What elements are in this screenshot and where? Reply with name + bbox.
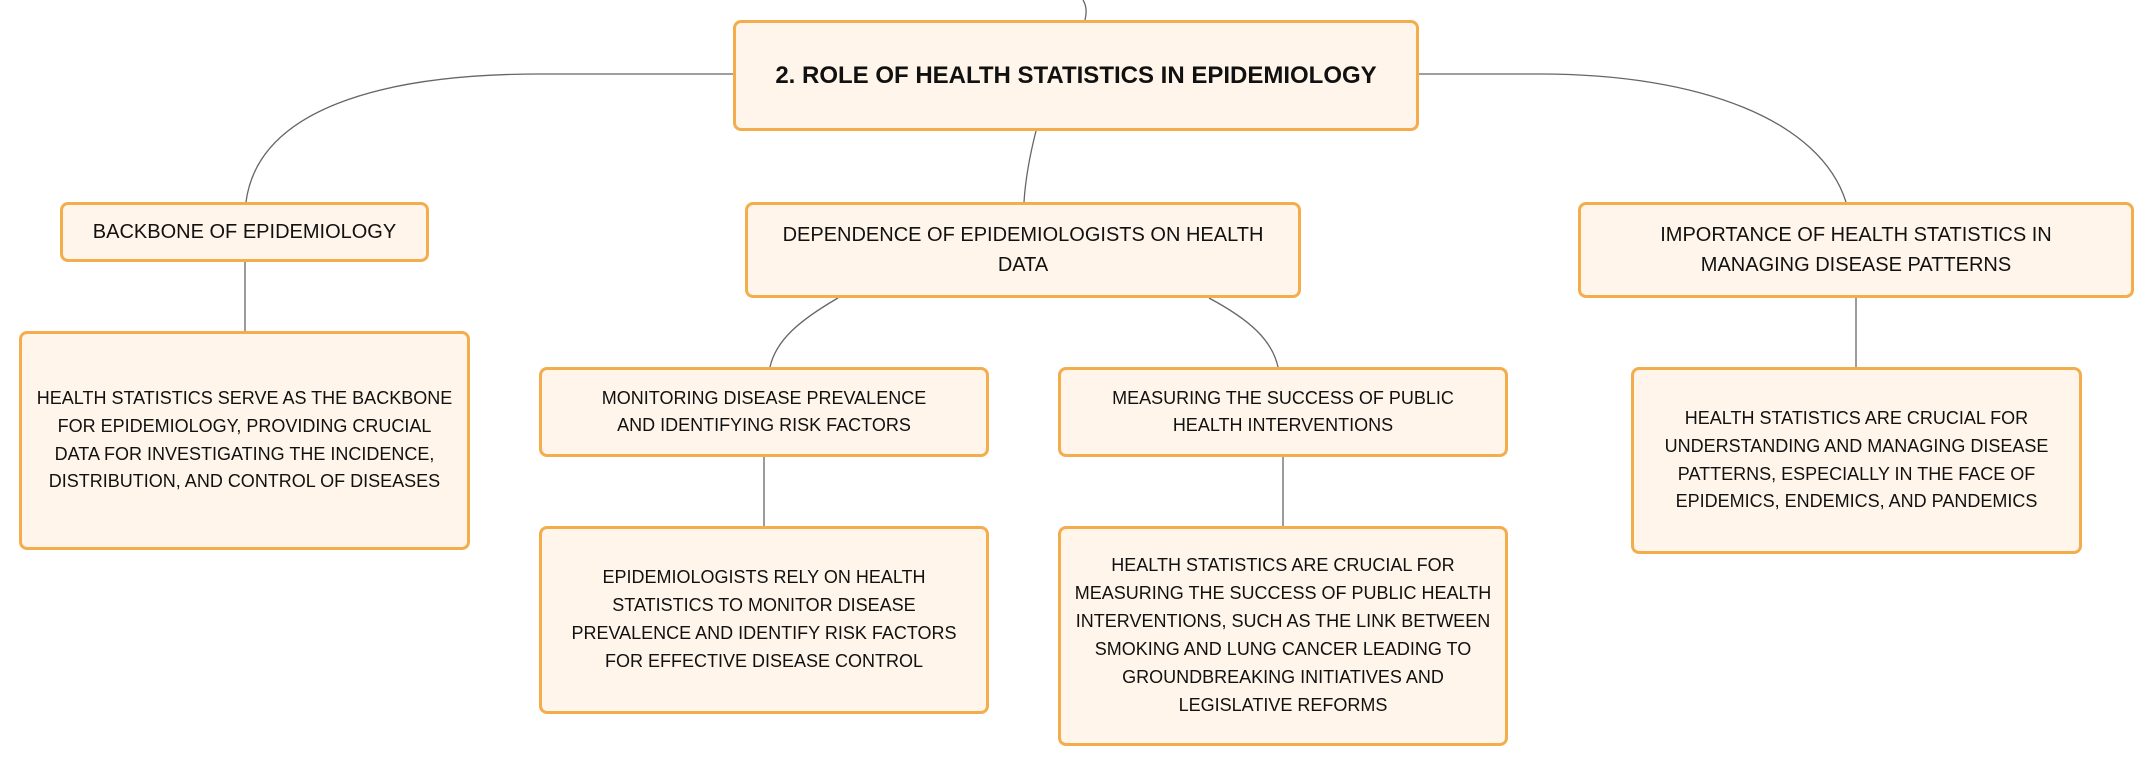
detail-node-measuring[interactable]	[1058, 526, 1508, 746]
sub-node-measuring[interactable]	[1058, 367, 1508, 457]
detail-text: HEALTH STATISTICS ARE CRUCIAL FOR MEASURING THE SUCCESS OF PUBLIC HEALTH INTERVENTIONS, SUCH AS THE LINK BETWEEN SMOKING AND LUNG CANCER LEADING TO GROUNDBREAKING INITIATIVES AND LEGISLATIVE REFORMS	[1074, 555, 1492, 715]
branch-label: IMPORTANCE OF HEALTH STATISTICS IN MANAGING DISEASE PATTERNS	[1660, 224, 2052, 276]
branch-node-importance[interactable]	[1578, 202, 2134, 298]
detail-node-backbone[interactable]	[19, 331, 470, 550]
detail-text: HEALTH STATISTICS SERVE AS THE BACKBONE FOR EPIDEMIOLOGY, PROVIDING CRUCIAL DATA FOR INVESTIGATING THE INCIDENCE, DISTRIBUTION, AND CONTROL OF DISEASES	[36, 387, 453, 492]
branch-label: DEPENDENCE OF EPIDEMIOLOGISTS ON HEALTH DATA	[782, 224, 1264, 276]
connector-root-to-importance	[1419, 74, 1846, 202]
sub-label: MONITORING DISEASE PREVALENCE AND IDENTIFYING RISK FACTORS	[601, 388, 927, 435]
connector-root-to-dependence	[1024, 131, 1036, 202]
detail-text: EPIDEMIOLOGISTS RELY ON HEALTH STATISTICS TO MONITOR DISEASE PREVALENCE AND IDENTIFY RISK FACTORS FOR EFFECTIVE DISEASE CONTROL	[571, 567, 957, 671]
branch-label: BACKBONE OF EPIDEMIOLOGY	[92, 221, 397, 243]
root-label: 2. ROLE OF HEALTH STATISTICS IN EPIDEMIOLOGY	[775, 61, 1377, 89]
root-node[interactable]	[733, 20, 1419, 131]
connector-dependence-to-measuring	[1209, 298, 1278, 367]
branch-node-backbone[interactable]	[60, 202, 429, 262]
branch-node-dependence[interactable]	[745, 202, 1301, 298]
connector-root-to-backbone	[246, 74, 733, 202]
detail-node-monitoring[interactable]	[539, 526, 989, 714]
detail-node-importance[interactable]	[1631, 367, 2082, 554]
sub-label: MEASURING THE SUCCESS OF PUBLIC HEALTH INTERVENTIONS	[1112, 388, 1454, 435]
sub-node-monitoring[interactable]	[539, 367, 989, 457]
detail-text: HEALTH STATISTICS ARE CRUCIAL FOR UNDERSTANDING AND MANAGING DISEASE PATTERNS, ESPECIALLY IN THE FACE OF EPIDEMICS, ENDEMICS, AND PANDEMICS	[1664, 407, 2049, 512]
connector-dependence-to-monitoring	[770, 298, 838, 367]
connector-root-to-parent	[1083, 0, 1086, 20]
